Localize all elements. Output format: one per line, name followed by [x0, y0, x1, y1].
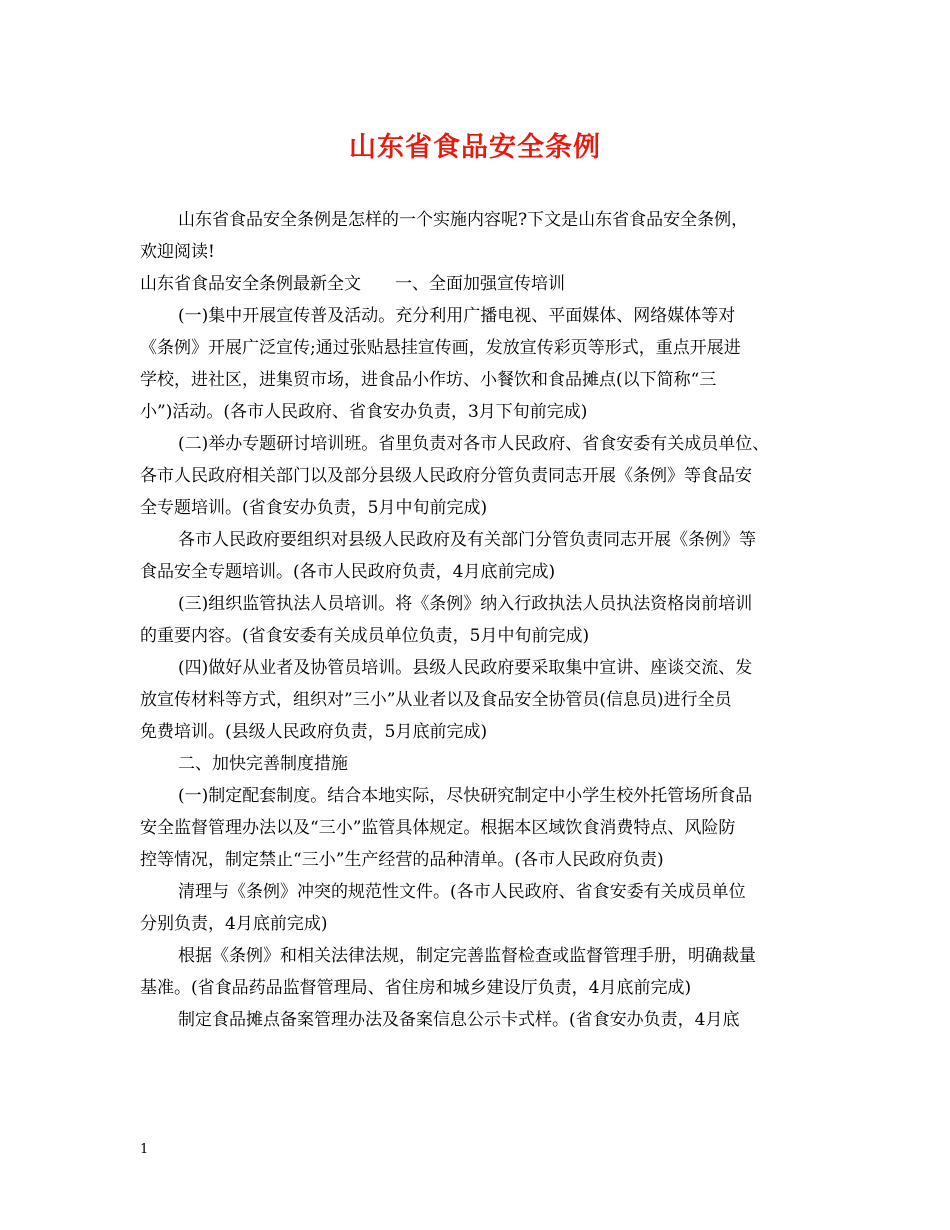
- body-line: 小”)活动。(各市人民政府、省食安办负责，3月下旬前完成): [140, 402, 588, 422]
- body-line: 根据《条例》和相关法律法规，制定完善监督检查或监督管理手册，明确裁量: [178, 946, 756, 966]
- body-line: (三)组织监管执法人员培训。将《条例》纳入行政执法人员执法资格岗前培训: [178, 594, 753, 614]
- body-line: (一)制定配套制度。结合本地实际，尽快研究制定中小学生校外托管场所食品: [178, 786, 753, 806]
- body-line: 基准。(省食品药品监督管理局、省住房和城乡建设厅负责，4月底前完成): [140, 978, 692, 998]
- body-line: 山东省食品安全条例是怎样的一个实施内容呢?下文是山东省食品安全条例，: [178, 210, 749, 230]
- document-title: 山东省食品安全条例: [349, 132, 601, 163]
- body-line: 免费培训。(县级人民政府负责，5月底前完成): [140, 722, 488, 742]
- body-line: 安全监督管理办法以及“三小”监管具体规定。根据本区域饮食消费特点、风险防: [140, 818, 736, 838]
- body-line: 二、加快完善制度措施: [178, 754, 348, 774]
- body-line: 食品安全专题培训。(各市人民政府负责，4月底前完成): [140, 562, 556, 582]
- body-line: 放宣传材料等方式，组织对”三小”从业者以及食品安全协管员(信息员)进行全员: [140, 690, 732, 710]
- body-line: 的重要内容。(省食安委有关成员单位负责，5月中旬前完成): [140, 626, 590, 646]
- body-line: 学校，进社区，进集贸市场，进食品小作坊、小餐饮和食品摊点(以下简称“三: [140, 370, 717, 390]
- body-line: 制定食品摊点备案管理办法及备案信息公示卡式样。(省食安办负责，4月底: [178, 1010, 740, 1030]
- document-body: [140, 204, 820, 1036]
- body-line: 山东省食品安全条例最新全文 一、全面加强宣传培训: [140, 274, 565, 294]
- body-line: 各市人民政府相关部门以及部分县级人民政府分管负责同志开展《条例》等食品安: [140, 466, 752, 486]
- body-line: (一)集中开展宣传普及活动。充分利用广播电视、平面媒体、网络媒体等对: [178, 306, 736, 326]
- body-line: 《条例》开展广泛宣传;通过张贴悬挂宣传画，发放宣传彩页等形式，重点开展进: [140, 338, 741, 358]
- body-line: 清理与《条例》冲突的规范性文件。(各市人民政府、省食安委有关成员单位: [178, 882, 746, 902]
- body-line: 控等情况，制定禁止“三小”生产经营的品种清单。(各市人民政府负责): [140, 850, 664, 870]
- body-line: 全专题培训。(省食安办负责，5月中旬前完成): [140, 498, 488, 518]
- body-line: (四)做好从业者及协管员培训。县级人民政府要采取集中宣讲、座谈交流、发: [178, 658, 753, 678]
- page-number: 1: [140, 1142, 149, 1157]
- body-line: 各市人民政府要组织对县级人民政府及有关部门分管负责同志开展《条例》等: [178, 530, 756, 550]
- body-line: 欢迎阅读!: [140, 242, 215, 262]
- body-line: 分别负责，4月底前完成): [140, 914, 328, 934]
- body-line: (二)举办专题研讨培训班。省里负责对各市人民政府、省食安委有关成员单位、: [178, 434, 770, 454]
